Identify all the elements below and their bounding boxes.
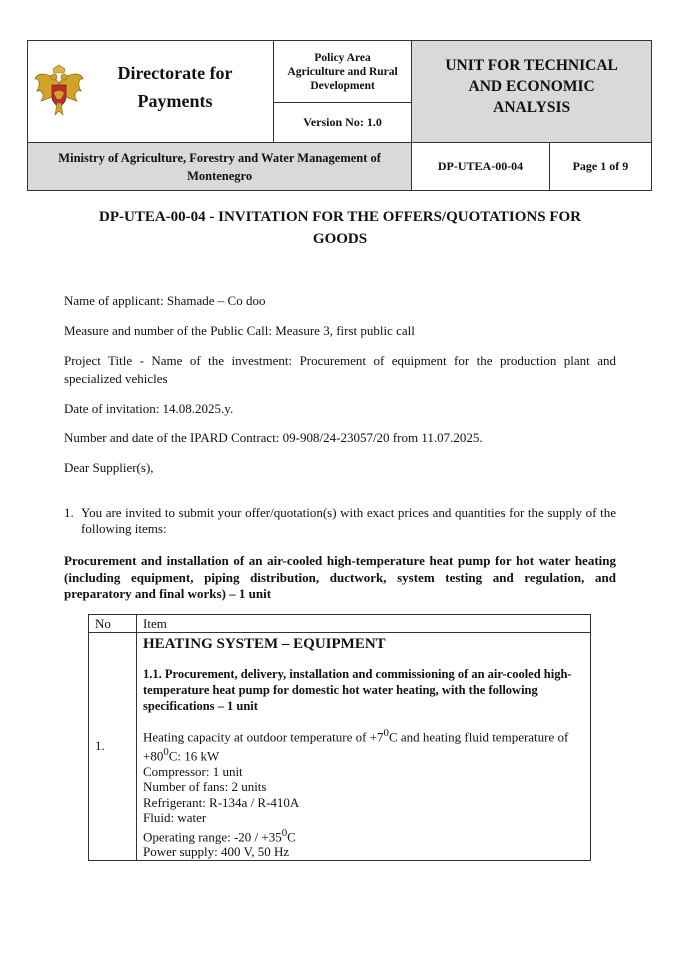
item-subtitle: 1.1. Procurement, delivery, installation and commissioning of an air-cooled high-temperature heat pump for domestic hot water heating, with the following specifications – 1 unit xyxy=(143,667,572,713)
column-header-item: Item xyxy=(137,615,591,633)
greeting: Dear Supplier(s), xyxy=(64,460,154,475)
ministry-name: Ministry of Agriculture, Forestry and Water Management of Montenegro xyxy=(28,143,412,191)
page-number: Page 1 of 9 xyxy=(549,143,651,191)
project-title: Project Title - Name of the investment: Procurement of equipment for the production plant and specialized vehicles xyxy=(64,353,616,386)
list-item-text: You are invited to submit your offer/quotation(s) with exact prices and quantities for the supply of the following items: xyxy=(81,505,616,536)
unit-name: UNIT FOR TECHNICAL AND ECONOMIC ANALYSIS xyxy=(412,41,652,143)
procurement-description: Procurement and installation of an air-cooled high-temperature heat pump for hot water heating (including equipment, piping distribution, ductwork, system testing and regulation, and preparatory and final works) – 1 unit xyxy=(64,553,616,601)
spec-operating-range: Operating range: $-20 / +35^0C$ xyxy=(143,826,296,844)
table-row xyxy=(89,633,591,861)
items-table xyxy=(88,614,591,861)
list-item xyxy=(64,505,616,537)
directorate-cell xyxy=(28,41,274,143)
spec-compressor: Compressor: 1 unit xyxy=(143,763,243,779)
public-call-measure: Measure and number of the Public Call: Measure 3, first public call xyxy=(64,323,415,338)
item-specifications xyxy=(143,726,590,860)
document-title: DP-UTEA-00-04 - INVITATION FOR THE OFFERS/QUOTATIONS FOR GOODS xyxy=(99,209,581,247)
policy-area: Policy Area Agriculture and Rural Development xyxy=(273,41,411,103)
spec-refrigerant: Refrigerant: R-134a / R-410A xyxy=(143,794,300,810)
system-title: HEATING SYSTEM – EQUIPMENT xyxy=(143,636,386,652)
row-number: 1. xyxy=(89,633,137,861)
document-header xyxy=(27,40,652,191)
invitation-date: Date of invitation: 14.08.2025.y. xyxy=(64,401,234,416)
montenegro-crest-icon xyxy=(33,63,85,119)
list-item-number: 1. xyxy=(64,505,74,520)
version-number: Version No: 1.0 xyxy=(273,103,411,143)
spec-heating-capacity: Heating capacity at outdoor temperature of $+7^0C$ and heating fluid temperature of $+80^0C$: 16 kW xyxy=(143,727,569,764)
ipard-contract: Number and date of the IPARD Contract: 09-908/24-23057/20 from 11.07.2025. xyxy=(64,430,483,445)
column-header-no: No xyxy=(89,615,137,633)
applicant-name: Name of applicant: Shamade – Co doo xyxy=(64,293,266,308)
item-cell xyxy=(137,633,591,861)
table-header-row xyxy=(89,615,591,633)
document-code: DP-UTEA-00-04 xyxy=(412,143,550,191)
spec-power-supply: Power supply: 400 V, 50 Hz xyxy=(143,844,290,860)
spec-fluid: Fluid: water xyxy=(143,810,207,826)
directorate-title: Directorate for Payments xyxy=(117,63,233,111)
spec-fans: Number of fans: 2 units xyxy=(143,779,267,795)
